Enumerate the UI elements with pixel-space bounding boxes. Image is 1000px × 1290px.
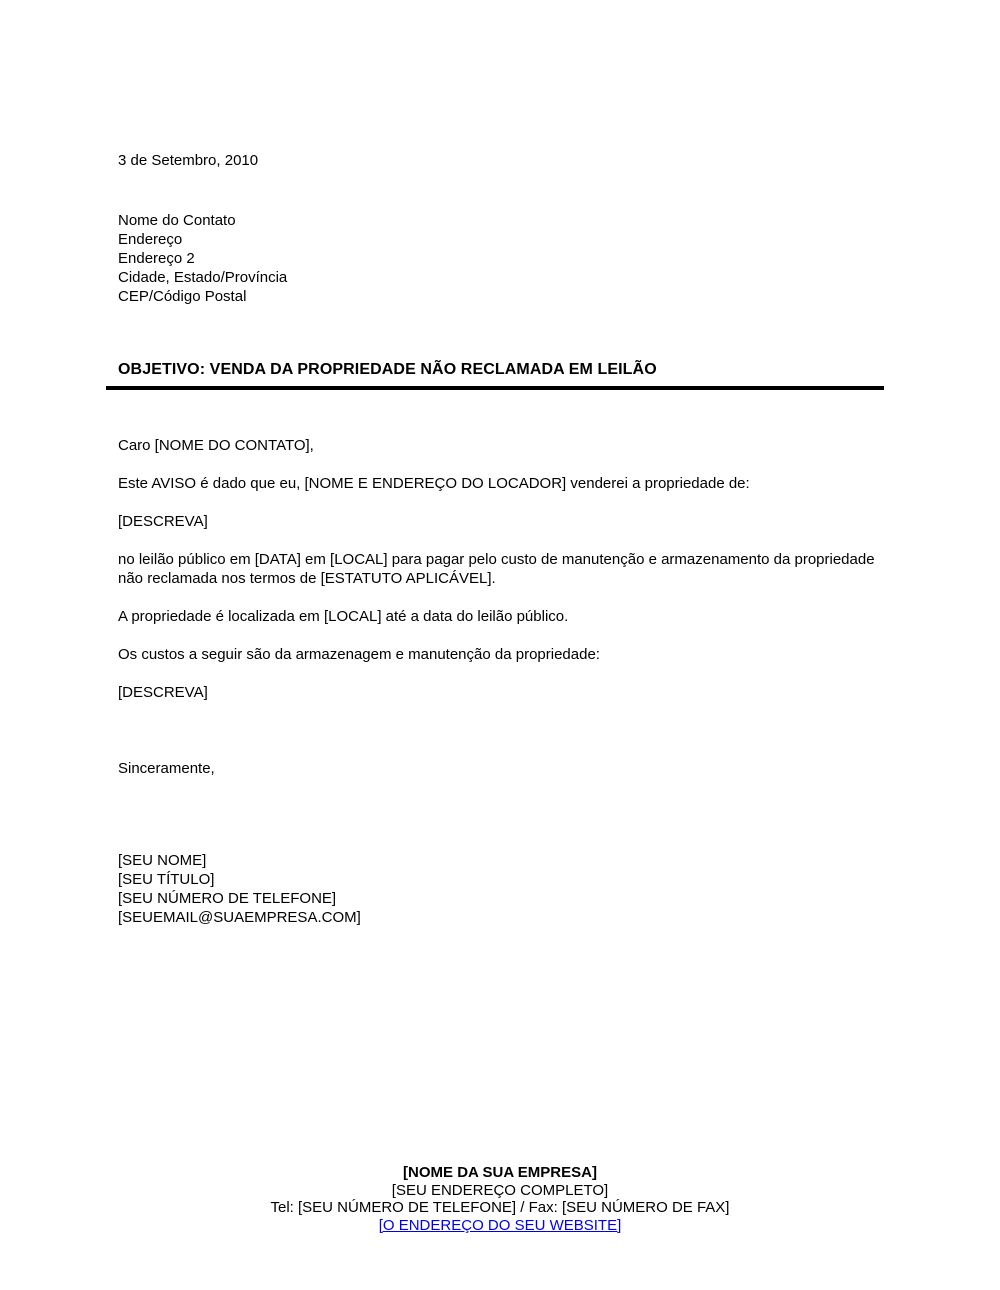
footer-tel-fax: Tel: [SEU NÚMERO DE TELEFONE] / Fax: [SEU NÚMERO DE FAX] (270, 1199, 730, 1216)
signature-email: [SEUEMAIL@SUAEMPRESA.COM] (118, 909, 361, 926)
signature-phone: [SEU NÚMERO DE TELEFONE] (118, 890, 337, 907)
footer-company-name: [NOME DA SUA EMPRESA] (403, 1164, 597, 1181)
subject-divider (106, 386, 884, 390)
signature-title: [SEU TÍTULO] (118, 871, 215, 888)
website-link[interactable]: [O ENDEREÇO DO SEU WEBSITE] (378, 1216, 622, 1234)
body-paragraph-placeholder: [DESCREVA] (118, 513, 208, 530)
body-paragraph: Os custos a seguir são da armazenagem e manutenção da propriedade: (118, 646, 600, 663)
body-paragraph: no leilão público em [DATA] em [LOCAL] para pagar pelo custo de manutenção e armazenamento da propriedade não reclamada nos termos de [ESTATUTO APLICÁVEL]. (118, 551, 875, 587)
letter-body (118, 0, 883, 927)
recipient-postal-code: CEP/Código Postal (118, 288, 247, 305)
signature-block (118, 851, 883, 927)
recipient-city-state: Cidade, Estado/Província (118, 269, 288, 286)
recipient-name: Nome do Contato (118, 212, 236, 229)
letter-date: 3 de Setembro, 2010 (118, 152, 259, 169)
recipient-address-line-1: Endereço (118, 231, 183, 248)
recipient-block (118, 211, 883, 306)
company-footer (0, 1164, 1000, 1234)
recipient-address-line-2: Endereço 2 (118, 250, 195, 267)
body-paragraph: A propriedade é localizada em [LOCAL] até a data do leilão público. (118, 608, 569, 625)
body-paragraph: Este AVISO é dado que eu, [NOME E ENDEREÇO DO LOCADOR] venderei a propriedade de: (118, 475, 750, 492)
body-paragraph-placeholder: [DESCREVA] (118, 684, 208, 701)
closing-salutation: Sinceramente, (118, 760, 215, 777)
footer-company-address: [SEU ENDEREÇO COMPLETO] (391, 1181, 609, 1199)
subject-line: OBJETIVO: VENDA DA PROPRIEDADE NÃO RECLAMADA EM LEILÃO (118, 361, 657, 378)
signature-name: [SEU NOME] (118, 852, 207, 869)
salutation: Caro [NOME DO CONTATO], (118, 437, 314, 454)
